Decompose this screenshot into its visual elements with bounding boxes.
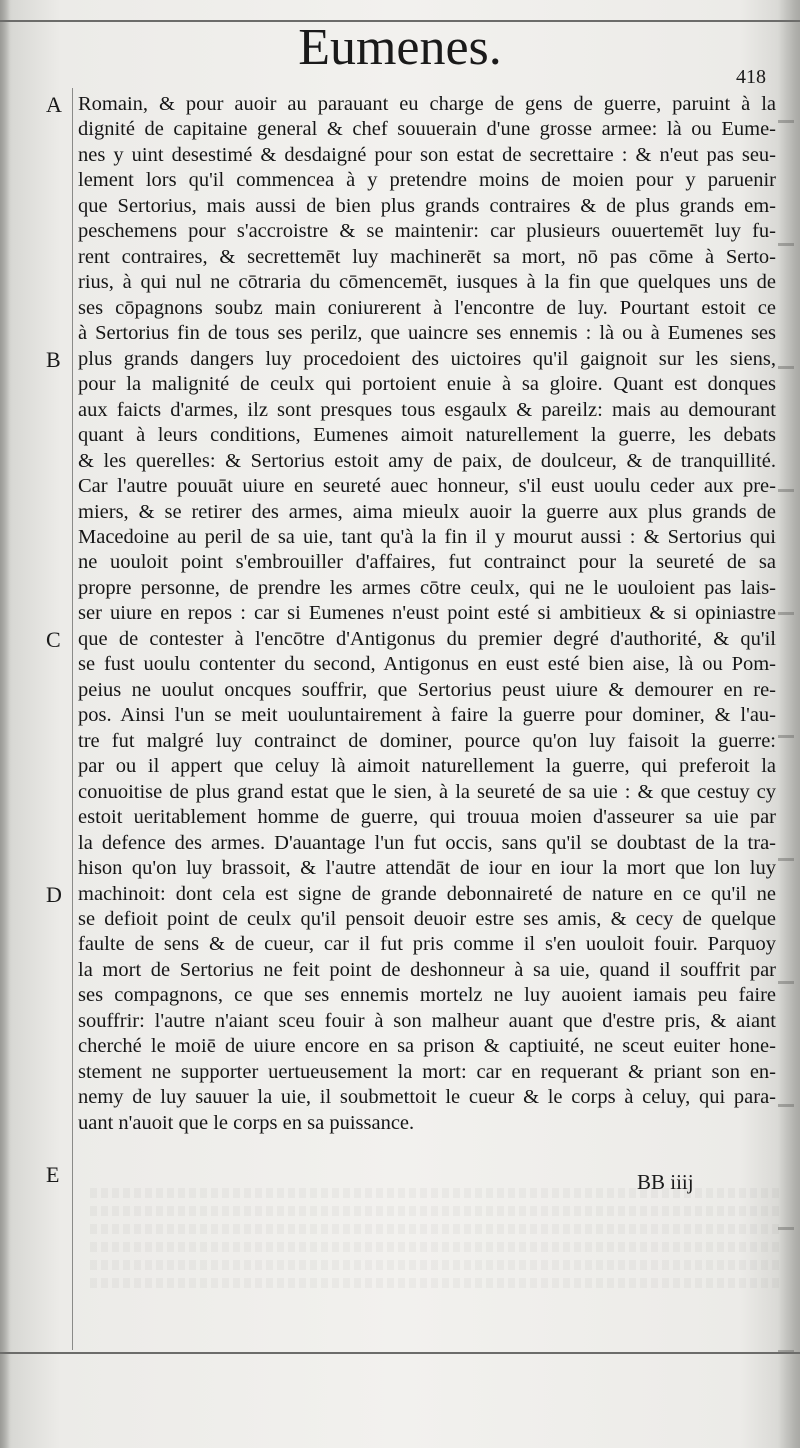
signature-mark: BB iiij [637, 1170, 694, 1194]
text-line: machinoit: dont cela est signe de grande debonnaireté de nature en ce qu'il ne [78, 882, 776, 905]
text-line: cherché le moiē de uiure encore en sa prison & captiuité, ne sceut euiter hone- [78, 1035, 776, 1058]
text-line: dignité de capitaine general & chef souuerain d'une grosse armee: là ou Eume- [78, 118, 776, 141]
text-line: nemy de luy sauuer la uie, il soubmettoit le cueur & le corps à celuy, qui para- [78, 1086, 776, 1109]
margin-letter: C [46, 627, 61, 653]
text-line: souffrir: l'autre n'aiant sceu fouir à son malheur auant que d'estre pris, & aiant [78, 1009, 776, 1032]
text-line: & les querelles: & Sertorius estoit amy de paix, de doulceur, & de tranquillité. [78, 449, 776, 472]
text-line: à Sertorius fin de tous ses perilz, que uaincre ses ennemis : là ou à Eumenes ses [78, 322, 776, 345]
text-line: hison qu'on luy brassoit, & l'autre attendāt de iour en iour la mort que lon luy [78, 857, 776, 880]
text-line: peius ne uoulut oncques souffrir, que Sertorius peust uiure & demourer en re- [78, 678, 776, 701]
page-edge-texture [778, 0, 794, 1448]
text-line: uant n'auoit que le corps en sa puissance. [78, 1111, 415, 1134]
text-line: quant à leurs conditions, Eumenes aimoit naturellement la guerre, les debats [78, 424, 776, 447]
text-line: aux faicts d'armes, ilz sont presques tous esgaulx & pareilz: mais au demourant [78, 398, 776, 421]
margin-letter: D [46, 881, 62, 907]
text-line: rent contraires, & secrettemēt luy machinerēt sa mort, nō pas cōme à Serto- [78, 245, 776, 268]
text-line: plus grands dangers luy procedoient des uictoires qu'il gaignoit sur les siens, [78, 347, 776, 370]
margin-letter: E [46, 1162, 60, 1188]
text-line: nes y uint desestimé & desdaigné pour son estat de secrettaire : & n'eut pas seu- [78, 143, 776, 166]
text-line: Car l'autre pouuāt uiure en seureté auec honneur, s'il eust uoulu ceder aux pre- [78, 475, 776, 498]
text-line: ses compagnons, ce que ses ennemis mortelz ne luy auoient iamais peu faire [78, 984, 776, 1007]
text-line: se fust uoulu contenter du second, Antigonus en eust esté bien aise, là ou Pom- [78, 653, 776, 676]
margin-letter: B [46, 346, 61, 372]
text-line: la defence des armes. D'auantage l'un fut occis, sans qu'il se doubtast de la tra- [78, 831, 776, 854]
text-line: estoit ueritablement homme de guerre, qui trouua moien d'asseurer sa uie par [78, 806, 776, 829]
text-line: Macedoine au peril de sa uie, tant qu'à la fin il y mourut aussi : & Sertorius qui [78, 525, 776, 548]
text-line: pos. Ainsi l'un se meit uouluntairement à faire la guerre pour dominer, & l'au- [78, 704, 776, 727]
text-line: stement ne supporter uertueusement la mort: car en requerant & priant son en- [78, 1060, 776, 1083]
text-line: ses cōpagnons soubz main coniurerent à l'encontre de luy. Pourtant estoit ce [78, 296, 776, 319]
show-through-texture [90, 1180, 780, 1350]
page-title: Eumenes. [298, 19, 502, 76]
text-line: pour la malignité de ceulx qui portoient enuie à sa gloire. Quant est donques [78, 373, 776, 396]
text-line: ser uiure en repos : car si Eumenes n'eust point esté si ambitieux & si opiniastre [78, 602, 776, 625]
margin-rule [72, 88, 73, 1350]
page-number: 418 [736, 66, 766, 88]
text-line: par ou il appert que celuy là aimoit naturellement la guerre, qui preferoit la [78, 755, 776, 778]
bottom-rule [0, 1352, 800, 1354]
text-line: se defioit point de ceulx qu'il pensoit deuoir estre ses amis, & cecy de quelque [78, 908, 776, 930]
text-line: que Sertorius, mais aussi de bien plus grands contraires & de plus grands em- [78, 194, 776, 217]
text-line: Romain, & pour auoir au parauant eu charge de gens de guerre, paruint à la [78, 93, 776, 115]
text-line: peschemens pour s'accroistre & se maintenir: car plusieurs ouuertemēt luy fu- [78, 220, 776, 243]
text-line: que de contester à l'encōtre d'Antigonus du premier degré d'authorité, & qu'il [78, 627, 776, 650]
text-line: conuoitise de plus grand estat que le sien, à la seureté de sa uie : & que cestuy cy [78, 780, 776, 803]
text-line: lement lors qu'il commencea à y pretendre moins de moien pour y paruenir [78, 169, 776, 192]
text-line: propre personne, de prendre les armes cōtre ceulx, qui ne le uouloient pas lais- [78, 576, 776, 599]
text-line: la mort de Sertorius ne feit point de deshonneur à sa uie, quand il souffrit par [78, 958, 776, 981]
body-text [78, 92, 778, 1136]
text-line: rius, à qui nul ne cōtraria du cōmencemēt, iusques à la fin que quelques uns de [78, 271, 776, 294]
page-left-edge-shadow [0, 0, 10, 1448]
text-line: miers, & se retirer des armes, aima mieulx auoir la guerre aux plus grands de [78, 500, 776, 523]
text-line: ne uouloit point s'embrouiller d'affaires, fut contrainct pour la seureté de sa [78, 551, 776, 574]
text-line: faulte de sens & de cueur, car il fut pris comme il s'en uouloit fouir. Parquoy [78, 933, 776, 956]
text-line: tre fut malgré luy contrainct de dominer, pource qu'on luy faisoit la guerre: [78, 729, 776, 752]
margin-letter: A [46, 92, 62, 117]
